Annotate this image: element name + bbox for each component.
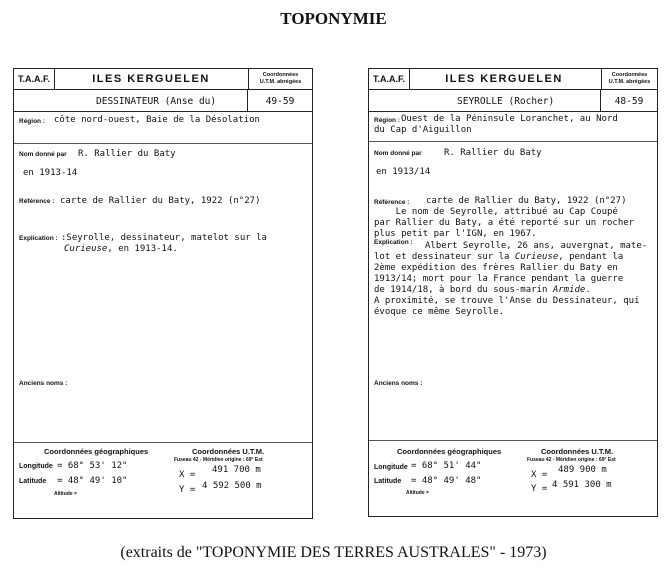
region-label: Région : [19,118,45,125]
taaf-label: T.A.A.F. [369,69,410,89]
nom-label: Nom donné par [19,151,67,158]
explication-line: Curieuse, en 1913-14. [64,244,178,254]
utm-header-line1: Coordonnées [611,72,648,78]
explication-line: de 1914/18, à bord du sous-marin Armide. [374,285,591,295]
explication-line: :Seyrolle, dessinateur, matelot sur la [61,233,267,243]
divider [369,440,657,441]
geo-heading: Coordonnées géographiques [44,447,149,456]
latitude-value: = 48° 49' 10" [57,476,128,486]
anciens-label: Anciens noms : [19,380,68,387]
card-header [369,69,657,90]
date-value: en 1913-14 [23,168,78,178]
explication-label: Explication : [19,235,58,242]
reference-line: Le nom de Seyrolle, attribué au Cap Coupé [374,207,618,217]
utm-code: 48-59 [600,89,657,111]
nom-value: R. Rallier du Baty [444,148,542,158]
y-label: Y = [531,484,548,494]
longitude-label: Longitude [374,464,408,471]
caption: (extraits de "TOPONYMIE DES TERRES AUSTRALES" - 1973) [120,544,547,561]
region-value: Ouest de la Péninsule Loranchet, au Nord [401,114,618,124]
name-row [14,89,312,112]
card-seyrolle [368,68,658,517]
fuseau-label: Fuseau 42 - Méridien origine : 69° Est [174,457,263,463]
place-name: SEYROLLE (Rocher) [457,96,555,107]
x-value: 491 700 m [212,465,261,475]
reference-line: par Rallier du Baty, a été reporté sur un rocher [374,218,635,228]
page-title: TOPONYMIE [280,9,387,28]
region-value: du Cap d'Aiguillon [374,125,472,135]
longitude-value: = 68° 53' 12" [57,461,128,471]
anciens-label: Anciens noms : [374,380,423,387]
nom-label: Nom donné par [374,150,422,157]
reference-label: Référence : [374,199,410,206]
latitude-label: Latitude [19,478,47,485]
name-row [369,89,657,112]
utm-code: 49-59 [247,89,312,111]
utm-header-line2: U.T.M. abrégées [608,79,651,85]
geo-heading: Coordonnées géographiques [397,447,502,456]
utm-header [601,69,657,89]
utm-heading: Coordonnées U.T.M. [192,447,265,456]
place-name: DESSINATEUR (Anse du) [96,96,217,107]
explication-line: A proximité, se trouve l'Anse du Dessinateur, qui [374,296,640,306]
y-value: 4 591 300 m [552,480,612,490]
utm-header-line1: Coordonnées [262,72,299,78]
longitude-label: Longitude [19,463,53,470]
date-value: en 1913/14 [376,167,431,177]
card-header [14,69,312,90]
explication-line: 2ème expédition des frères Rallier du Baty en [374,263,618,273]
y-label: Y = [179,485,196,495]
iles-label: ILES KERGUELEN [92,73,210,85]
reference-value: carte de Rallier du Baty, 1922 (n°27) [60,196,261,206]
explication-line: Albert Seyrolle, 26 ans, auvergnat, mate- [425,241,648,251]
taaf-label: T.A.A.F. [14,69,55,89]
card-dessinateur [13,68,313,519]
x-value: 489 900 m [558,465,607,475]
divider [369,141,657,142]
divider [14,442,312,443]
reference-value: carte de Rallier du Baty, 1922 (n°27) [426,196,627,206]
x-label: X = [179,470,196,480]
region-value: côte nord-ouest, Baie de la Désolation [54,115,260,125]
reference-label: Référence : [19,198,55,205]
latitude-value: = 48° 49' 48" [411,476,482,486]
explication-label: Explication : [374,239,413,246]
explication-line: évoque ce même Seyrolle. [374,307,505,317]
reference-line: plus petit par l'IGN, en 1967. [374,229,537,239]
fuseau-label: Fuseau 42 - Méridien origine : 69° Est [527,457,616,463]
altitude-label: Altitude = [54,491,77,497]
explication-line: lot et dessinateur sur la Curieuse, pendant la [374,252,624,262]
divider [14,143,312,144]
nom-value: R. Rallier du Baty [78,149,176,159]
region-label: Région : [374,117,400,124]
x-label: X = [531,470,548,480]
longitude-value: = 68° 51' 44" [411,461,482,471]
y-value: 4 592 500 m [202,481,262,491]
utm-header [248,69,312,89]
utm-header-line2: U.T.M. abrégées [259,79,302,85]
iles-label: ILES KERGUELEN [445,73,563,85]
explication-line: 1913/14; mort pour la France pendant la guerre [374,274,624,284]
latitude-label: Latitude [374,478,402,485]
utm-heading: Coordonnées U.T.M. [541,447,614,456]
altitude-label: Altitude = [406,490,429,496]
